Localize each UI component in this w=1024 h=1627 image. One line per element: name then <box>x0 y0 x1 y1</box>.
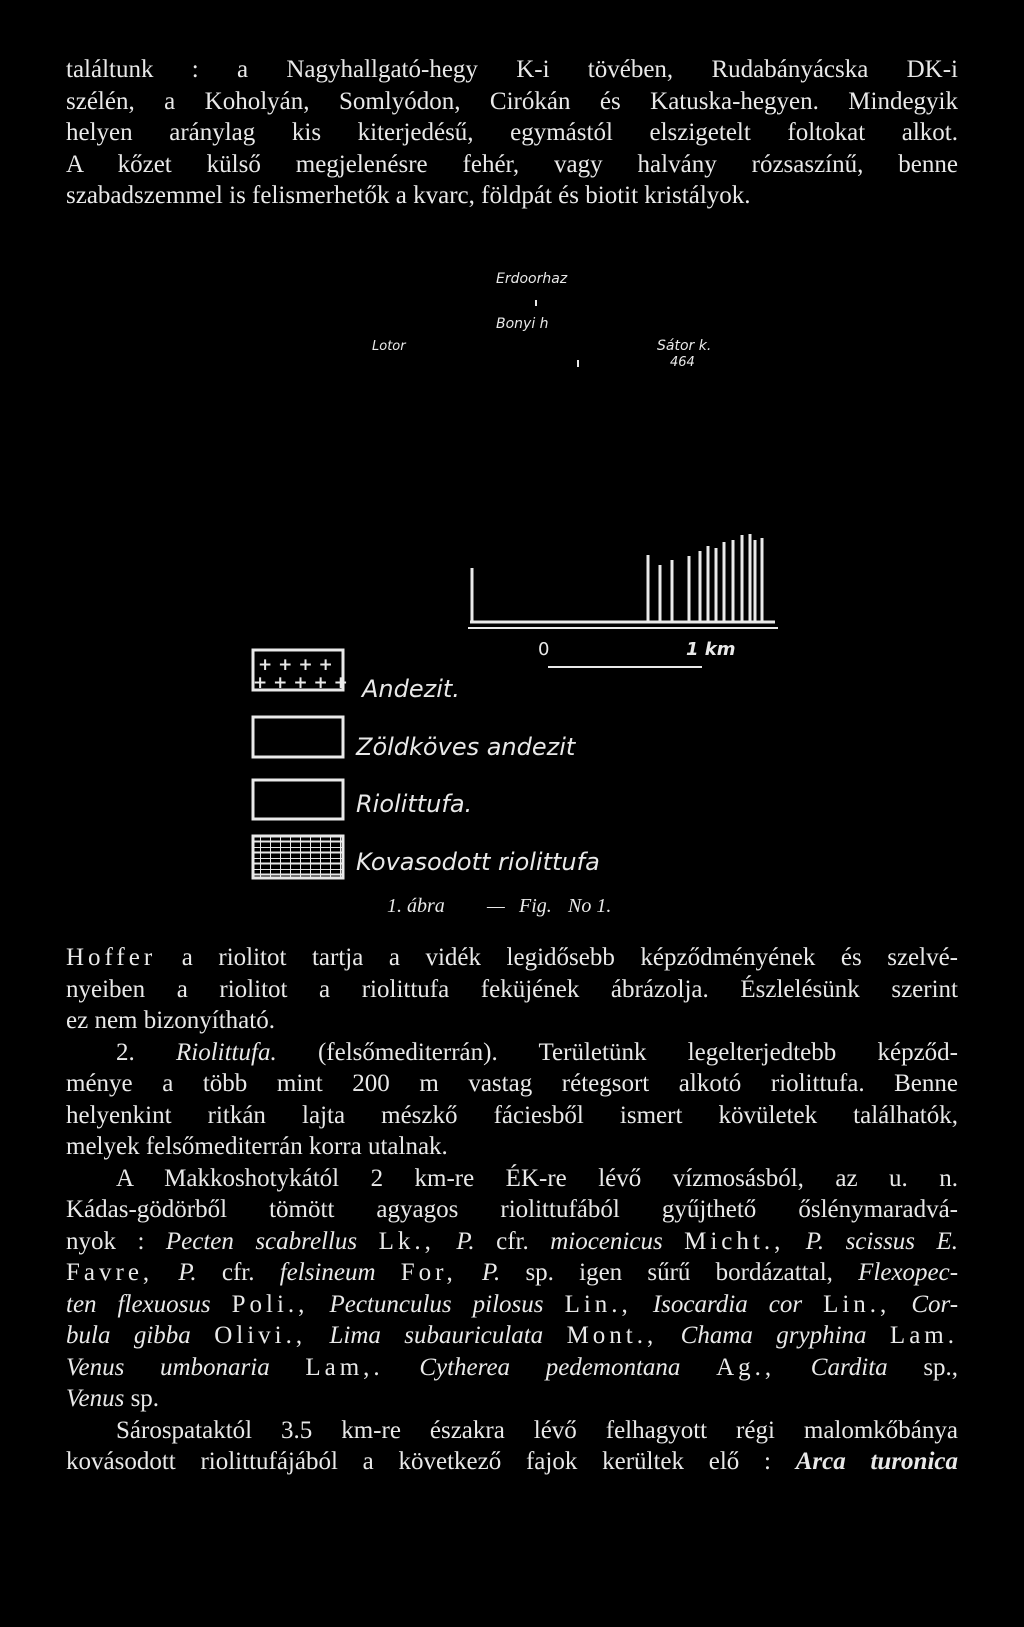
species-name: Pecten scabrellus <box>165 1227 358 1255</box>
text-span: a riolitot tartja a vidék legidősebb képződményének és szelvé- <box>181 944 959 971</box>
author-abbrev: Lam,. <box>305 1353 384 1381</box>
species-name: Pectunculus pilosus <box>329 1290 544 1318</box>
scale-km-label: 1 km <box>686 639 736 660</box>
legend-andezit <box>253 650 460 703</box>
species-name: Cardita <box>810 1353 888 1381</box>
text-span: P. <box>805 1227 825 1255</box>
text-span: (felsőmediterrán). Területünk legelterjedtebb képződ- <box>317 1038 959 1066</box>
text-span: sp. <box>130 1385 160 1412</box>
place-label-erdoorhaz: Erdoorhaz <box>496 271 568 287</box>
text-line: melyek felsőmediterrán korra utalnak. <box>66 1133 448 1160</box>
text-span: P. <box>178 1259 197 1286</box>
species-name: Venus umbonaria <box>66 1353 270 1381</box>
species-name: Chama gryphina <box>680 1322 867 1349</box>
text-line <box>66 1320 958 1352</box>
author-abbrev: Poli., <box>231 1290 309 1318</box>
text-span: nyok : <box>66 1227 145 1255</box>
svg-text:+ + + +: + + + + <box>258 655 333 675</box>
text-span: sp. igen sűrű bordázattal, <box>525 1259 833 1286</box>
species-name: Venus <box>66 1385 125 1412</box>
species-name: miocenicus <box>550 1227 663 1255</box>
author-abbrev: Ag., <box>716 1353 776 1381</box>
author-abbrev: Olivi., <box>214 1322 307 1349</box>
legend-label: Kovasodott riolittufa <box>356 848 600 876</box>
species-name: Cytherea pedemontana <box>419 1353 681 1381</box>
text-line: A kőzet külső megjelenésre fehér, vagy halvány rózsaszínű, benne <box>66 150 958 178</box>
place-label-sator: Sátor k. <box>657 338 712 354</box>
legend-zoldkoves-andezit <box>253 717 577 761</box>
text-line <box>66 1289 958 1321</box>
text-line: szabadszemmel is felismerhetők a kvarc, földpát és biotit kristályok. <box>66 182 751 209</box>
author-name: Hoffer <box>66 944 157 971</box>
text-span: cfr. <box>496 1227 529 1255</box>
text-line: szélén, a Koholyán, Somlyódon, Cirókán és Katuska-hegyen. Mindegyik <box>66 87 958 115</box>
caption-fig: Fig. <box>519 895 552 917</box>
species-name: ten flexuosus <box>66 1290 211 1318</box>
legend-label: Andezit. <box>362 675 460 703</box>
author-abbrev: Micht., <box>684 1227 785 1255</box>
species-name: Isocardia cor <box>652 1290 803 1318</box>
text-line: helyen aránylag kis kiterjedésű, egymástól elszigetelt foltokat alkot. <box>66 119 958 146</box>
text-line: találtunk : a Nagyhallgató-hegy K-i tövében, Rudabányácska DK-i <box>66 56 958 83</box>
species-name: Lima subauriculata <box>329 1322 544 1349</box>
author-abbrev: Lin., <box>564 1290 632 1318</box>
text-span: kovásodott riolittufájából a következő fajok kerültek elő : <box>66 1448 771 1475</box>
legend-swatch-blank <box>253 780 343 819</box>
author-abbrev: For, <box>400 1259 457 1286</box>
text-line <box>66 1037 958 1069</box>
svg-text:+ + + + +: + + + + + <box>253 673 348 693</box>
legend-label: Riolittufa. <box>356 790 473 818</box>
text-line: ménye a több mint 200 m vastag rétegsort alkotó riolittufa. Benne <box>66 1070 958 1097</box>
author-abbrev: Lam. <box>889 1322 958 1349</box>
caption-abra: 1. ábra <box>387 895 445 917</box>
place-label-sator-elevation: 464 <box>670 355 695 370</box>
section-number: 2. <box>116 1038 135 1066</box>
text-line <box>66 1446 958 1478</box>
species-name: Flexopec- <box>858 1259 959 1286</box>
text-span: P. <box>456 1227 475 1255</box>
legend-swatch-blank <box>253 717 343 757</box>
legend-swatch-grid <box>253 836 343 878</box>
caption-dash: — <box>487 895 505 917</box>
place-label-bonyi: Bonyi h <box>496 316 549 332</box>
text-line <box>66 1257 958 1289</box>
text-line <box>66 1383 958 1415</box>
scale-ticks <box>648 534 762 622</box>
text-span: P. <box>481 1259 501 1286</box>
text-span: sp., <box>923 1353 959 1381</box>
text-line: Sárospataktól 3.5 km-re északra lévő felhagyott régi malomkőbánya <box>116 1416 958 1444</box>
author-abbrev: Lin., <box>823 1290 891 1318</box>
author-abbrev: Lk., <box>378 1227 435 1255</box>
text-line: helyenkint ritkán lajta mészkő fáciesből ismert kövületek találhatók, <box>66 1101 958 1129</box>
text-span: E. <box>936 1227 959 1255</box>
legend-kovasodott-riolittufa <box>253 836 600 878</box>
text-line: Kádas-gödörből tömött agyagos riolittufából gyűjthető őslénymaradvá- <box>66 1196 958 1223</box>
legend-label: Zöldköves andezit <box>356 733 576 761</box>
legend-riolittufa <box>253 780 472 819</box>
text-line: A Makkoshotykától 2 km-re ÉK-re lévő vízmosásból, az u. n. <box>116 1164 958 1192</box>
species-name: scissus <box>845 1227 916 1255</box>
text-line <box>66 1352 958 1384</box>
species-name: felsineum <box>279 1259 376 1286</box>
body-text <box>66 942 958 1478</box>
author-abbrev: Mont., <box>566 1322 658 1349</box>
scale-bar <box>468 534 778 667</box>
text-line <box>66 942 958 974</box>
place-label-lotor: Lotor <box>372 339 406 354</box>
author-abbrev: Favre, <box>66 1259 154 1286</box>
figure-caption <box>387 895 611 917</box>
section-title: Riolittufa. <box>176 1038 277 1066</box>
species-name: Arca turonica <box>795 1448 959 1475</box>
text-span: cfr. <box>221 1259 255 1286</box>
text-line: nyeiben a riolitot a riolittufa feküjének ábrázolja. Észlelésünk szerint <box>66 975 958 1003</box>
text-line: ez nem bizonyítható. <box>66 1007 275 1034</box>
text-line <box>66 1226 958 1258</box>
caption-no: No 1. <box>568 895 612 917</box>
species-name: Cor- <box>911 1290 959 1318</box>
species-name: bula gibba <box>66 1322 191 1349</box>
scale-zero-label: 0 <box>538 639 550 660</box>
